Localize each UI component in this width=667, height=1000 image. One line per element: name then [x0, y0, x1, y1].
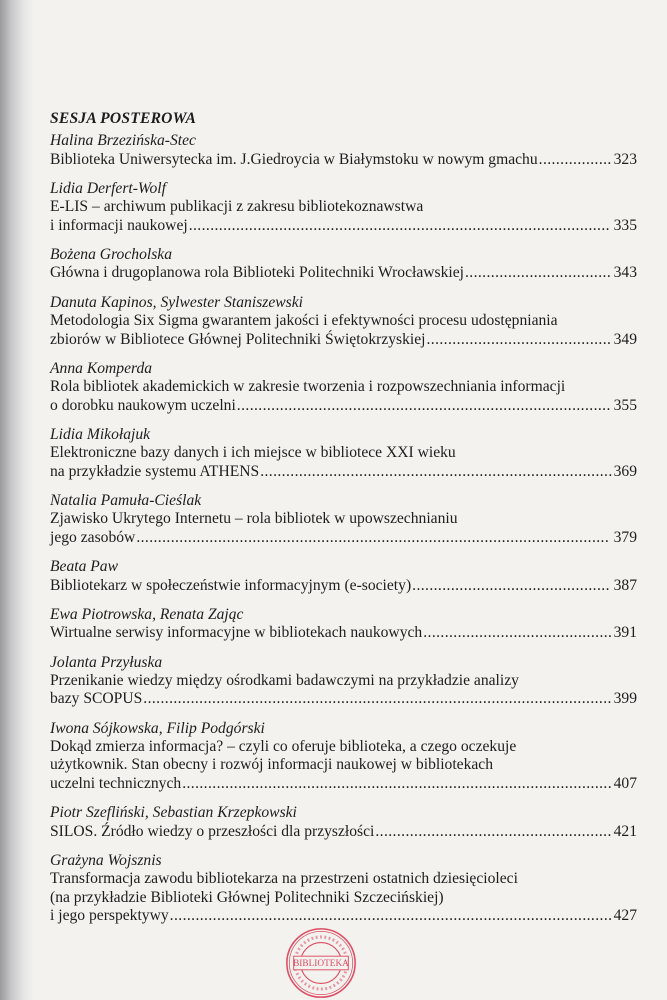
toc-entry	[50, 558, 637, 595]
dot-leader: ..............................................	[412, 576, 610, 594]
dot-leader: .......................................................	[375, 822, 612, 840]
entry-title-line: Bibliotekarz w społeczeństwie informacyjnym (e-society)	[50, 576, 412, 594]
toc-entry	[50, 606, 637, 643]
page-number: 335	[613, 216, 637, 234]
toc-entry	[50, 360, 637, 415]
entry-author: Jolanta Przyłuska	[50, 653, 163, 671]
entry-title-line: użytkownik. Stan obecny i rozwój informacji naukowej w bibliotekach	[50, 756, 494, 774]
entry-title-line: Metodologia Six Sigma gwarantem jakości i efektywności procesu udostępniania	[50, 312, 558, 330]
toc-entry	[50, 852, 637, 925]
entry-title-last-line	[50, 690, 637, 708]
entry-title-last-line	[50, 529, 637, 547]
entry-title-line: E-LIS – archiwum publikacji z zakresu bibliotekoznawstwa	[50, 198, 424, 216]
page-number: 387	[613, 576, 637, 594]
entry-list	[50, 132, 637, 925]
entry-title-line: zbiorów w Bibliotece Głównej Politechniki Świętokrzyskiej	[50, 330, 426, 348]
dot-leader: ............................................	[423, 624, 613, 642]
entry-title-line: Rola bibliotek akademickich w zakresie tworzenia i rozpowszechniania informacji	[50, 378, 566, 396]
entry-title-last-line	[50, 151, 637, 169]
entry-author: Anna Komperda	[50, 360, 153, 378]
entry-title-line: Zjawisko Ukrytego Internetu – rola bibliotek w upowszechnianiu	[50, 510, 458, 528]
page-binding-shadow	[0, 0, 34, 1000]
library-stamp	[285, 927, 357, 999]
toc-entry	[50, 246, 637, 283]
entry-author: Lidia Mikołajuk	[50, 426, 151, 444]
entry-author: Bożena Grocholska	[50, 246, 172, 264]
entry-title-last-line	[50, 217, 637, 235]
entry-title-last-line	[50, 775, 637, 793]
entry-title-line: jego zasobów	[50, 528, 136, 546]
page-number: 379	[613, 528, 637, 546]
entry-title-line: Główna i drugoplanowa rola Biblioteki Politechniki Wrocławskiej	[50, 264, 464, 282]
entry-title-line: i jego perspektywy	[50, 906, 169, 924]
entry-author: Iwona Sójkowska, Filip Podgórski	[50, 719, 265, 737]
toc-entry	[50, 132, 637, 169]
page-number: 399	[613, 690, 637, 708]
entry-title-line: Wirtualne serwisy informacyjne w bibliotekach naukowych	[50, 624, 423, 642]
page-number: 407	[613, 774, 637, 792]
dot-leader: ..................................	[464, 264, 612, 282]
entry-title-line: i informacji naukowej	[50, 216, 188, 234]
toc-entry	[50, 492, 637, 547]
page-number: 349	[613, 330, 637, 348]
entry-title-line: uczelni technicznych	[50, 774, 182, 792]
entry-title-line: Transformacja zawodu bibliotekarza na przestrzeni ostatnich dziesięcioleci	[50, 870, 518, 888]
dot-leader: .................	[538, 150, 612, 168]
entry-title-last-line	[50, 823, 637, 841]
page-number: 343	[613, 264, 637, 282]
entry-title-last-line	[50, 264, 637, 282]
dot-leader: .......................................................................................................	[169, 906, 613, 924]
entry-author: Piotr Szefliński, Sebastian Krzepkowski	[50, 804, 297, 822]
entry-author: Lidia Derfert-Wolf	[50, 180, 166, 198]
page-number: 323	[613, 150, 637, 168]
toc-entry	[50, 294, 637, 349]
entry-author: Grażyna Wojsznis	[50, 852, 162, 870]
entry-author: Natalia Pamuła-Cieślak	[50, 492, 202, 510]
entry-title-line: bazy SCOPUS	[50, 690, 143, 708]
entry-author: Ewa Piotrowska, Renata Zając	[50, 606, 244, 624]
entry-author: Halina Brzezińska-Stec	[50, 132, 196, 150]
entry-title-line: Dokąd zmierza informacja? – czyli co oferuje biblioteka, a czego oczekuje	[50, 738, 517, 756]
table-of-contents	[50, 110, 637, 936]
dot-leader: ..................................................................................................	[188, 216, 610, 234]
dot-leader: .......................................................................................	[236, 396, 611, 414]
dot-leader: .............................................................................................................	[143, 690, 612, 708]
entry-title-line: na przykładzie systemu ATHENS	[50, 462, 260, 480]
section-heading: SESJA POSTEROWA	[50, 110, 197, 127]
entry-author: Beata Paw	[50, 558, 118, 576]
entry-title-last-line	[50, 397, 637, 415]
entry-title-line: Elektroniczne bazy danych i ich miejsce w bibliotece XXI wieku	[50, 444, 456, 462]
entry-title-last-line	[50, 577, 637, 595]
entry-title-line: Biblioteka Uniwersytecka im. J.Giedroycia w Białymstoku w nowym gmachu	[50, 150, 538, 168]
page-number: 369	[613, 462, 637, 480]
dot-leader: ...........................................	[426, 330, 612, 348]
dot-leader: ..............................................................................................................	[136, 528, 610, 546]
toc-entry	[50, 180, 637, 235]
dot-leader: ....................................................................................................	[182, 774, 613, 792]
toc-entry	[50, 654, 637, 709]
toc-entry	[50, 720, 637, 793]
entry-title-last-line	[50, 624, 637, 642]
page-number: 355	[613, 396, 637, 414]
page-number: 427	[613, 906, 637, 924]
page-number: 391	[613, 624, 637, 642]
entry-title-line: o dorobku naukowym uczelni	[50, 396, 236, 414]
entry-title-line: SILOS. Źródło wiedzy o przeszłości dla przyszłości	[50, 822, 375, 840]
entry-title-line: Przenikanie wiedzy między ośrodkami badawczymi na przykładzie analizy	[50, 672, 519, 690]
dot-leader: ..................................................................................	[260, 462, 613, 480]
toc-entry	[50, 804, 637, 841]
entry-title-line: (na przykładzie Biblioteki Głównej Politechniki Szczecińskiej)	[50, 888, 444, 906]
page-number: 421	[613, 822, 637, 840]
toc-entry	[50, 426, 637, 481]
entry-author: Danuta Kapinos, Sylwester Staniszewski	[50, 293, 303, 311]
entry-title-last-line	[50, 331, 637, 349]
entry-title-last-line	[50, 907, 637, 925]
stamp-center-text: BIBLIOTEKA	[293, 959, 349, 970]
entry-title-last-line	[50, 463, 637, 481]
